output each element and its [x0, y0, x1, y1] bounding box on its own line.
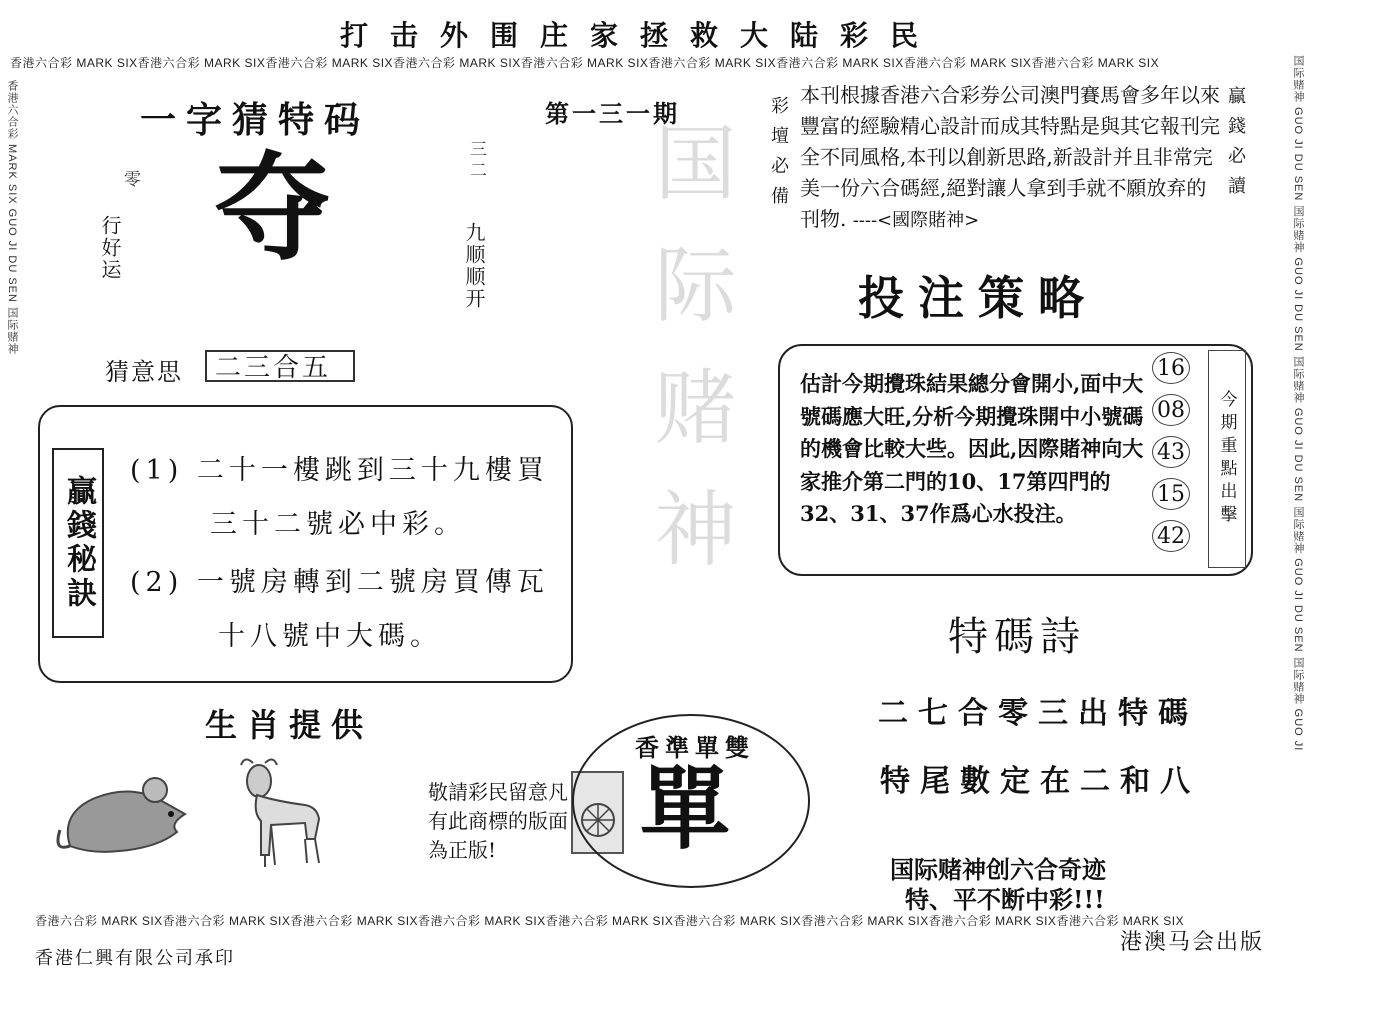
secret-line-2: 三十二號必中彩。 — [210, 509, 466, 540]
strategy-title: 投注策略 — [858, 271, 1098, 325]
intro-left-vertical: 彩壇必備 — [768, 96, 789, 216]
goat-illustration — [235, 755, 325, 870]
printer: 香港仁興有限公司承印 — [35, 948, 235, 969]
lucky-number: 15 — [1152, 478, 1190, 510]
guess-right-col-1: 三二 — [466, 140, 486, 182]
slogan-line-2: 特、平不断中彩!!! — [905, 885, 1105, 914]
slogan-line-1: 国际赌神创六合奇迹 — [890, 855, 1106, 884]
publisher: 港澳马会出版 — [1120, 930, 1265, 955]
intro-body: 本刊根據香港六合彩券公司澳門賽馬會多年以來豐富的經驗精心設計而成其特點是與其它報刊完全不同風格,本刊以創新思路,新設計并且非常完美一份六合碼經,絕對讓人拿到手就不願放弃的刊物. — [800, 83, 1220, 231]
guess-left-col-2: 行好运 — [98, 215, 122, 281]
guess-title: 一字猜特码 — [140, 99, 371, 141]
secret-line-3: (2) 一號房轉到二號房買傳瓦 — [130, 567, 549, 598]
strategy-text: 估計今期攪珠結果總分會開小,面中大號碼應大旺,分析今期攪珠開中小號碼的機會比較大些。因此,因際賭神向大家推介第二門的10、17第四門的32、31、37作爲心水投注。 — [800, 371, 1144, 527]
authenticity-notice: 敬請彩民留意凡有此商標的版面為正版! — [428, 780, 568, 862]
meaning-value: 二三合五 — [205, 350, 355, 382]
seal-top-text: 香準單雙 — [635, 733, 755, 762]
side-strip-left: 香港六合彩 MARK SIX GUO JI DU SEN 国际赌神 — [6, 80, 18, 356]
issue-number: 第一三一期 — [545, 99, 680, 128]
intro-signature: ----<國際賭神> — [852, 210, 980, 231]
rat-illustration — [55, 768, 195, 858]
poem-title: 特碼詩 — [948, 614, 1086, 660]
lucky-number: 16 — [1152, 352, 1190, 384]
seal-big-char: 單 — [640, 756, 730, 862]
secret-line-4: 十八號中大碼。 — [218, 621, 442, 652]
guess-right-col-2: 九顺顺开 — [462, 222, 486, 310]
secret-line-1: (1) 二十一樓跳到三十九樓買 — [130, 455, 549, 486]
mark-six-strip-bottom: 香港六合彩 MARK SIX香港六合彩 MARK SIX香港六合彩 MARK SIX香港六合彩 MARK SIX香港六合彩 MARK SIX香港六合彩 MARK SIX香港六合彩 MARK SIX香港六合彩 MARK SIX香港六合彩 MARK SIX — [35, 914, 1185, 928]
guess-left-col-1: 零 — [120, 170, 140, 191]
lucky-number: 08 — [1152, 394, 1190, 426]
guess-character: 夺 — [215, 140, 331, 276]
zodiac-title: 生肖提供 — [205, 706, 374, 744]
watermark-text: 国际赌神 — [641, 120, 736, 608]
poem-line-1: 二七合零三出特碼 — [878, 696, 1198, 731]
lucky-number: 42 — [1152, 520, 1190, 552]
intro-text — [800, 80, 1220, 235]
poem-line-2: 特尾數定在二和八 — [880, 764, 1200, 799]
secret-tag: 贏錢秘訣 — [52, 448, 104, 638]
focus-label: 今期重點出擊 — [1208, 350, 1246, 568]
headline: 打击外围庄家拯救大陆彩民 — [340, 19, 941, 52]
side-strip-right: 国际赌神 GUO JI DU SEN 国际赌神 GUO JI DU SEN 国际赌神 GUO JI DU SEN 国际赌神 GUO JI DU SEN 国际赌神 GUO JI — [1292, 55, 1304, 752]
meaning-label: 猜意思 — [105, 358, 183, 386]
lucky-number: 43 — [1152, 436, 1190, 468]
intro-right-vertical: 贏錢必讀 — [1225, 86, 1246, 206]
mark-six-strip-top: 香港六合彩 MARK SIX香港六合彩 MARK SIX香港六合彩 MARK SIX香港六合彩 MARK SIX香港六合彩 MARK SIX香港六合彩 MARK SIX香港六合彩 MARK SIX香港六合彩 MARK SIX香港六合彩 MARK SIX — [10, 56, 1160, 70]
